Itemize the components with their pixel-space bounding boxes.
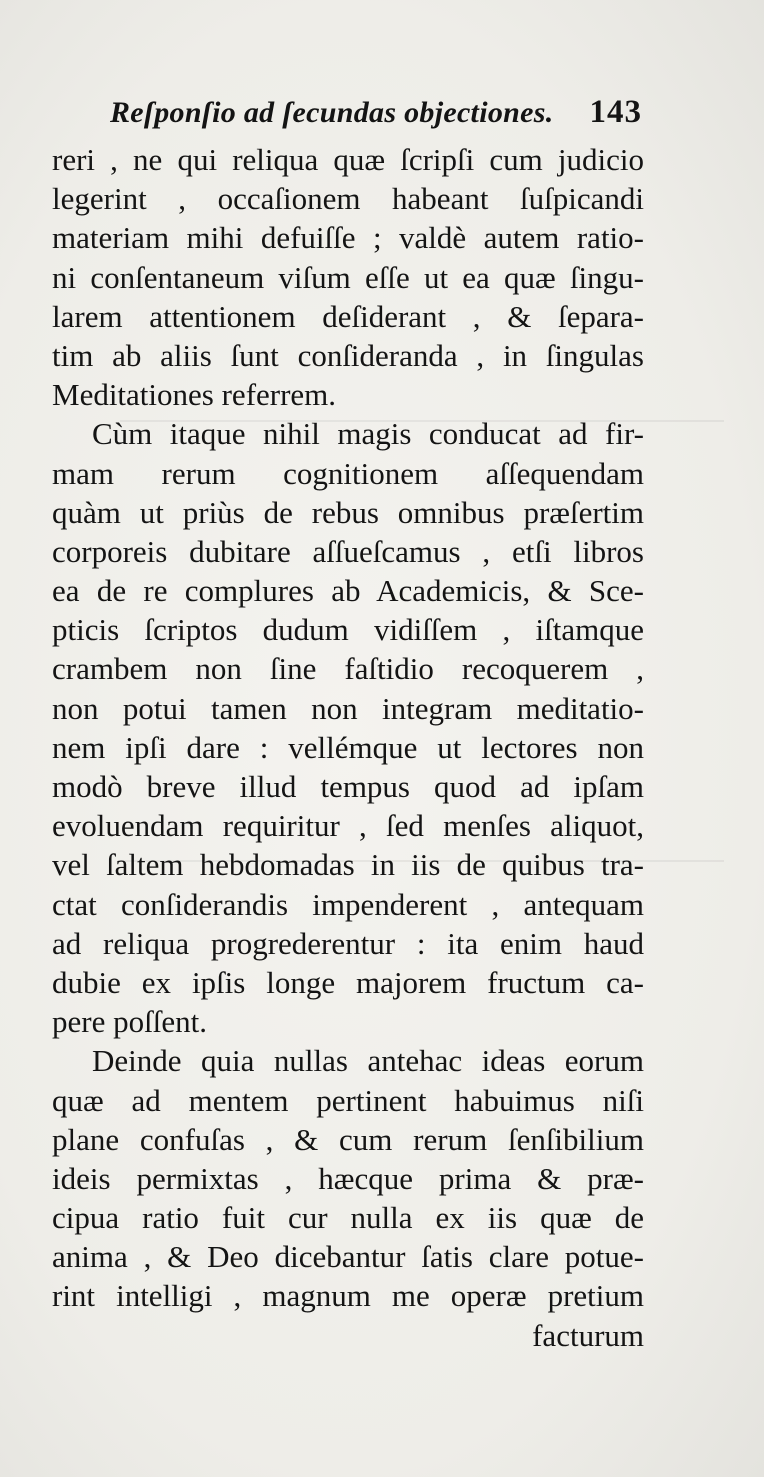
text-line: plane confuſas , & cum rerum ſenſibilium: [52, 1121, 644, 1157]
text-line: evoluendam requiritur , ſed menſes aliquot,: [52, 808, 644, 844]
text-line: ctat conſiderandis impenderent , antequam: [52, 886, 644, 922]
paragraph-start-line: Cùm itaque nihil magis conducat ad fir-: [92, 416, 644, 452]
text-line: nem ipſi dare : vellémque ut lectores non: [52, 729, 644, 765]
text-line: vel ſaltem hebdomadas in iis de quibus tra-: [52, 847, 644, 883]
text-line: rint intelligi , magnum me operæ pretium: [52, 1278, 644, 1314]
catchword: facturum: [532, 1317, 644, 1353]
running-header: [104, 88, 650, 138]
text-line: quàm ut priùs de rebus omnibus præſertim: [52, 494, 644, 530]
paragraph-end-line: Meditationes referrem.: [52, 377, 337, 413]
text-line: modò breve illud tempus quod ad ipſam: [52, 769, 644, 804]
text-line: larem attentionem deſiderant , & ſepara-: [52, 298, 644, 334]
text-line: quæ ad mentem pertinent habuimus niſi: [52, 1082, 644, 1118]
page-number: 143: [589, 94, 642, 130]
text-line: cipua ratio fuit cur nulla ex iis quæ de: [52, 1200, 644, 1236]
text-line: ea de re complures ab Academicis, & Sce-: [52, 573, 644, 609]
text-line: dubie ex ipſis longe majorem fructum ca-: [52, 964, 644, 1000]
text-line: ni conſentaneum viſum eſſe ut ea quæ ſingu-: [52, 259, 644, 295]
paragraph-start-line: Deinde quia nullas antehac ideas eorum: [92, 1043, 644, 1079]
text-line: corporeis dubitare aſſueſcamus , etſi libros: [52, 533, 644, 569]
text-line: mam rerum cognitionem aſſequendam: [52, 455, 644, 491]
text-line: crambem non ſine faſtidio recoquerem ,: [52, 651, 644, 687]
text-line: anima , & Deo dicebantur ſatis clare potue-: [52, 1239, 644, 1275]
text-line: pticis ſcriptos dudum vidiſſem , iſtamque: [52, 612, 644, 648]
text-line: non potui tamen non integram meditatio-: [52, 690, 644, 726]
text-line: materiam mihi defuiſſe ; valdè autem ratio-: [52, 220, 644, 256]
text-line: ad reliqua progrederentur : ita enim haud: [52, 925, 644, 961]
text-line: legerint , occaſionem habeant ſuſpicandi: [52, 181, 644, 217]
text-line: tim ab aliis ſunt conſideranda , in ſingulas: [52, 337, 644, 373]
paragraph-end-line: pere poſſent.: [52, 1004, 207, 1040]
running-title: Reſponſio ad ſecundas objectiones.: [110, 96, 554, 129]
text-line: reri , ne qui reliqua quæ ſcripſi cum judicio: [52, 142, 644, 177]
body-text: [52, 140, 644, 1355]
text-line: ideis permixtas , hæcque prima & præ-: [52, 1160, 644, 1196]
